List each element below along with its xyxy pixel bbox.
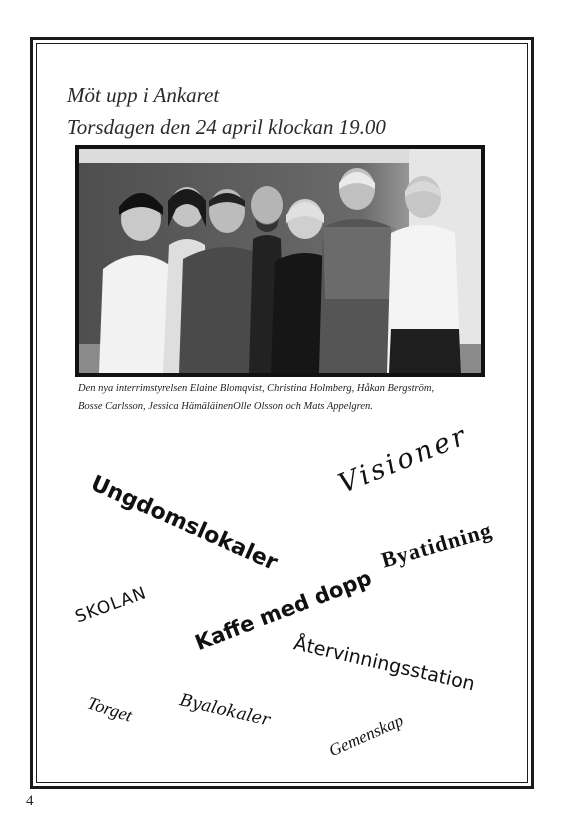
- word-byalokaler: Byalokaler: [177, 690, 272, 731]
- word-skolan: SKOLAN: [72, 583, 150, 628]
- group-photo: [75, 145, 485, 377]
- word-ungdomslokaler: Ungdomslokaler: [86, 471, 282, 576]
- word-torget: Torget: [85, 692, 135, 726]
- word-atervinningsstation: Återvinningsstation: [291, 632, 477, 696]
- word-kaffe-med-dopp: Kaffe med dopp: [191, 565, 375, 656]
- word-visioner: Visioner: [334, 419, 473, 500]
- headline-date: Torsdagen den 24 april klockan 19.00: [67, 115, 386, 139]
- word-gemenskap: Gemenskap: [325, 710, 407, 761]
- caption-line-1: Den nya interrimstyrelsen Elaine Blomqvist, Christina Holmberg, Håkan Bergström,: [78, 383, 435, 394]
- group-photo-image: [79, 149, 481, 373]
- caption-line-2: Bosse Carlsson, Jessica HämäläinenOlle Olsson och Mats Appelgren.: [78, 401, 373, 412]
- word-byatidning: Byatidning: [378, 517, 495, 573]
- photo-caption: [78, 380, 508, 416]
- page-number: 4: [26, 793, 34, 809]
- headline-meeting: Möt upp i Ankaret: [67, 83, 220, 107]
